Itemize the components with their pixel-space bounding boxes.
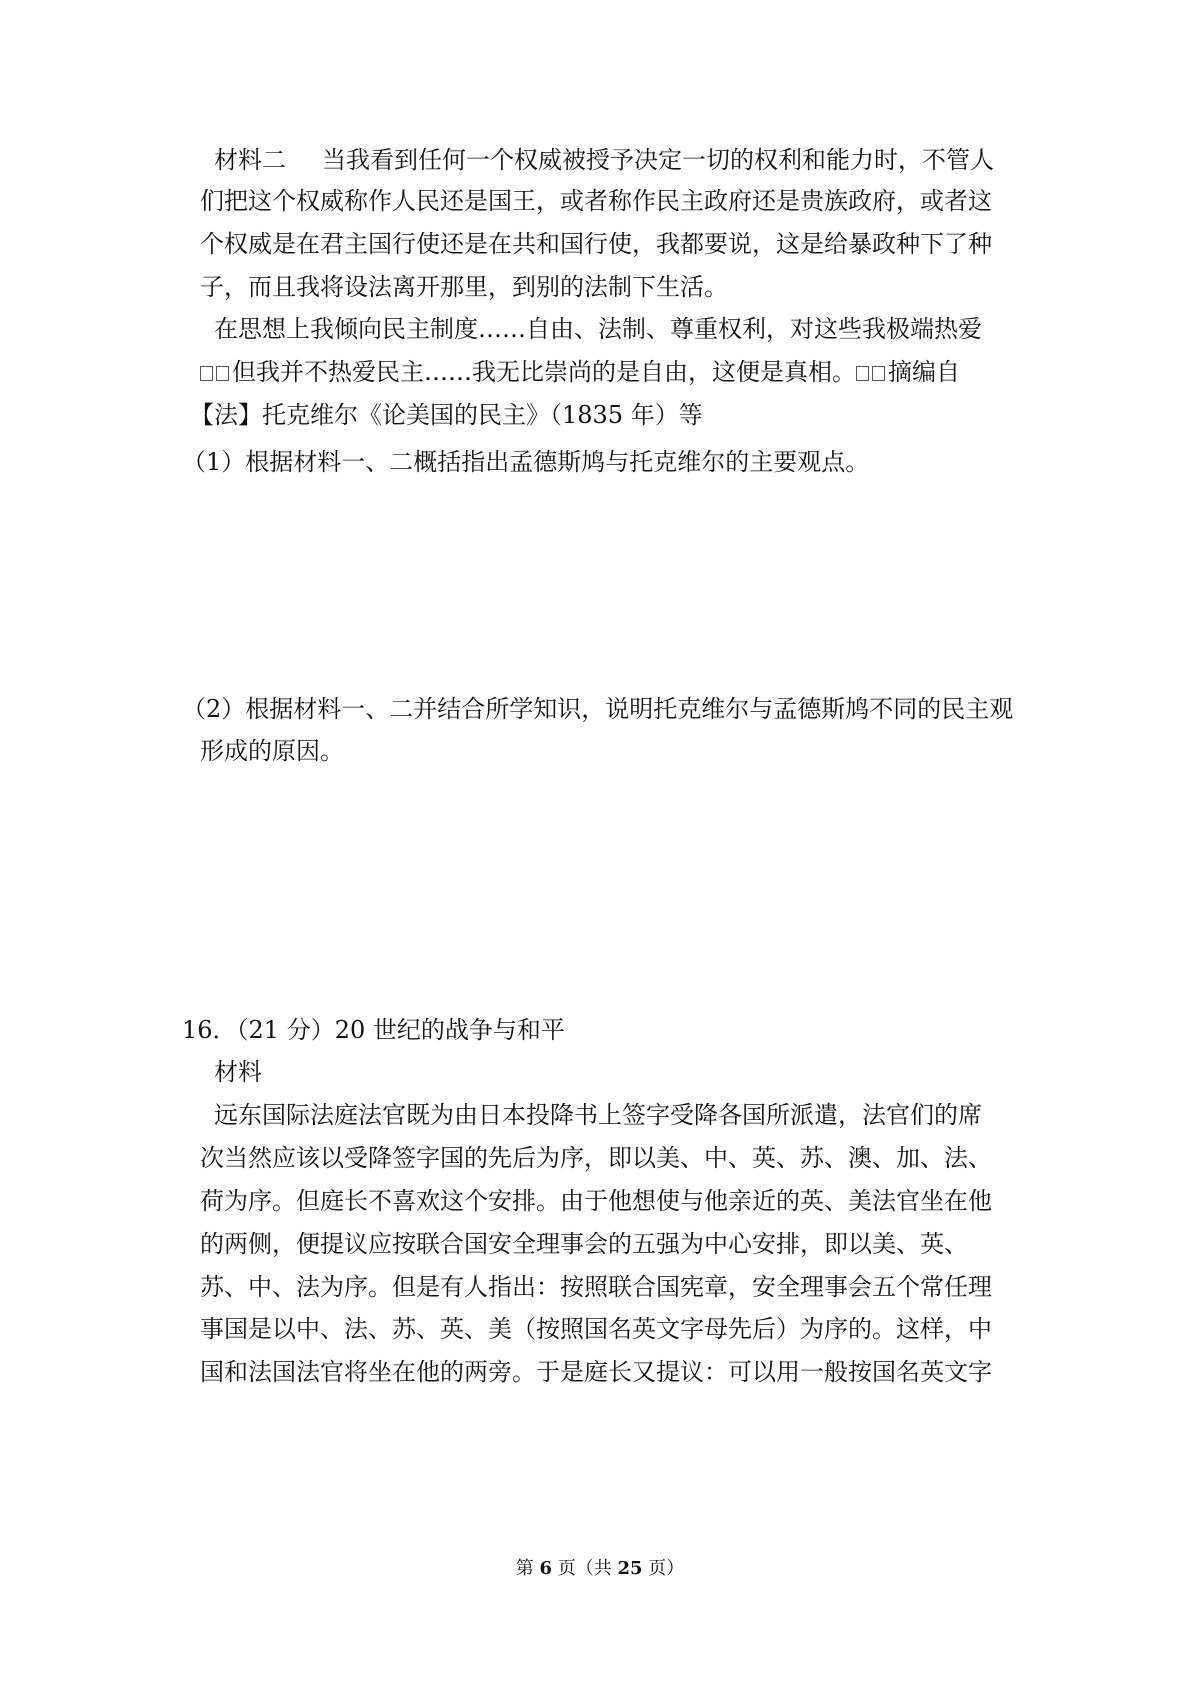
material2-line1: 材料二 当我看到任何一个权威被授予决定一切的权利和能力时，不管人 <box>214 146 994 174</box>
material2-line4: 子，而且我将设法离开那里，到别的法制下生活。 <box>200 273 728 301</box>
material2-line6: 但我并不热爱民主……我无比崇尚的是自由，这便是真相。 摘编自 <box>200 357 960 387</box>
total-page-number: 25 <box>617 1558 643 1579</box>
question-16-line: 次当然应该以受降签字国的先后为序，即以美、中、英、苏、澳、加、法、 <box>200 1144 992 1172</box>
question-16-line: 荷为序。但庭长不喜欢这个安排。由于他想使与他亲近的英、美法官坐在他 <box>200 1187 992 1215</box>
missing-glyph-icon <box>200 366 213 381</box>
page-footer: 第 6 页（共 25 页） <box>515 1558 685 1579</box>
question-16-line: 苏、中、法为序。但是有人指出：按照联合国宪章，安全理事会五个常任理 <box>200 1273 992 1301</box>
question-16-line: 国和法国法官将坐在他的两旁。于是庭长又提议：可以用一般按国名英文字 <box>200 1358 992 1386</box>
material2-line2: 们把这个权威称作人民还是国王，或者称作民主政府还是贵族政府，或者这 <box>200 187 992 215</box>
material2-line5: 在思想上我倾向民主制度……自由、法制、尊重权利，对这些我极端热爱 <box>214 315 982 343</box>
question-2-line2: 形成的原因。 <box>200 737 344 765</box>
question-16-material-label: 材料 <box>214 1058 262 1086</box>
current-page-number: 6 <box>539 1558 552 1579</box>
material2-label: 材料二 <box>214 146 286 174</box>
material2-line3: 个权威是在君主国行使还是在共和国行使，我都要说，这是给暴政种下了种 <box>200 230 992 258</box>
missing-glyph-icon <box>872 366 885 381</box>
question-2-line1: （2）根据材料一、二并结合所学知识，说明托克维尔与孟德斯鸠不同的民主观 <box>182 695 1014 723</box>
material2-source: 【法】托克维尔《论美国的民主》（1835 年）等 <box>190 401 703 429</box>
question-16-line: 远东国际法庭法官既为由日本投降书上签字受降各国所派遣，法官们的席 <box>214 1101 982 1129</box>
question-16-line: 的两侧，便提议应按联合国安全理事会的五强为中心安排，即以美、英、 <box>200 1230 968 1258</box>
question-16-title: 16．（21 分）20 世纪的战争与和平 <box>182 1016 565 1044</box>
missing-glyph-icon <box>216 366 229 381</box>
question-1: （1）根据材料一、二概括指出孟德斯鸠与托克维尔的主要观点。 <box>182 448 870 476</box>
missing-glyph-icon <box>856 366 869 381</box>
question-16-line: 事国是以中、法、苏、英、美（按照国名英文字母先后）为序的。这样，中 <box>200 1315 992 1343</box>
